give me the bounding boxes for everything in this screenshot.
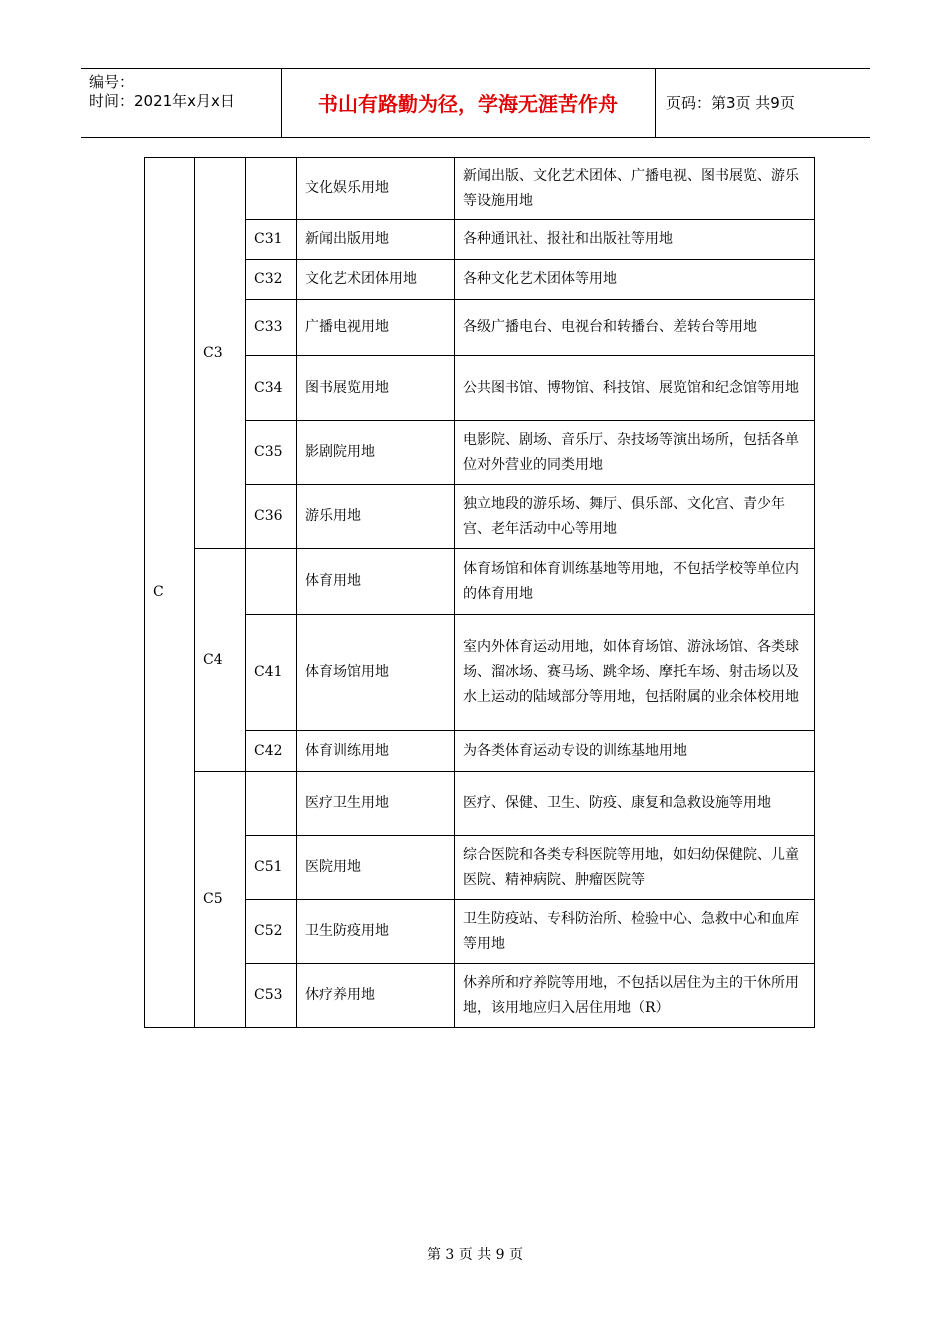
category-description-cell: 新闻出版、文化艺术团体、广播电视、图书展览、游乐等设施用地 xyxy=(455,158,815,220)
category-description-cell: 综合医院和各类专科医院等用地，如妇幼保健院、儿童医院、精神病院、肿瘤医院等 xyxy=(455,836,815,900)
table-row xyxy=(145,772,815,836)
table-row xyxy=(145,421,815,485)
category-name-cell: 游乐用地 xyxy=(297,485,455,549)
category-name-cell: 体育训练用地 xyxy=(297,731,455,772)
table-row xyxy=(145,615,815,731)
mid-code-cell: C5 xyxy=(195,772,246,1028)
sub-code-cell: C42 xyxy=(246,731,297,772)
table-row xyxy=(145,356,815,421)
category-name-cell: 卫生防疫用地 xyxy=(297,900,455,964)
header-meta-cell xyxy=(81,69,282,137)
table-row xyxy=(145,260,815,300)
table-row xyxy=(145,964,815,1028)
category-description-cell: 电影院、剧场、音乐厅、杂技场等演出场所，包括各单位对外营业的同类用地 xyxy=(455,421,815,485)
header-page-cell xyxy=(656,69,870,137)
sub-code-cell: C32 xyxy=(246,260,297,300)
sub-code-cell: C41 xyxy=(246,615,297,731)
category-description-cell: 体育场馆和体育训练基地等用地，不包括学校等单位内的体育用地 xyxy=(455,549,815,615)
category-name-cell: 文化艺术团体用地 xyxy=(297,260,455,300)
category-name-cell: 休疗养用地 xyxy=(297,964,455,1028)
sub-code-cell: C53 xyxy=(246,964,297,1028)
page-header xyxy=(81,68,870,138)
category-name-cell: 文化娱乐用地 xyxy=(297,158,455,220)
sub-code-cell: C51 xyxy=(246,836,297,900)
mid-code-cell: C4 xyxy=(195,549,246,772)
table-row xyxy=(145,549,815,615)
table-row xyxy=(145,300,815,356)
header-motto-cell xyxy=(281,69,656,137)
table-row xyxy=(145,900,815,964)
table-row xyxy=(145,220,815,260)
sub-code-cell: C36 xyxy=(246,485,297,549)
category-description-cell: 为各类体育运动专设的训练基地用地 xyxy=(455,731,815,772)
category-description-cell: 室内外体育运动用地，如体育场馆、游泳场馆、各类球场、溜冰场、赛马场、跳伞场、摩托车场、射击场以及水上运动的陆域部分等用地，包括附属的业余体校用地 xyxy=(455,615,815,731)
sub-code-cell: C34 xyxy=(246,356,297,421)
category-description-cell: 各级广播电台、电视台和转播台、差转台等用地 xyxy=(455,300,815,356)
category-description-cell: 公共图书馆、博物馆、科技馆、展览馆和纪念馆等用地 xyxy=(455,356,815,421)
sub-code-cell: C33 xyxy=(246,300,297,356)
land-use-table xyxy=(144,157,815,1028)
motto: 书山有路勤为径，学海无涯苦作舟 xyxy=(318,92,618,116)
category-name-cell: 图书展览用地 xyxy=(297,356,455,421)
category-description-cell: 卫生防疫站、专科防治所、检验中心、急救中心和血库等用地 xyxy=(455,900,815,964)
page-footer: 第 3 页 共 9 页 xyxy=(426,1247,524,1263)
category-name-cell: 体育场馆用地 xyxy=(297,615,455,731)
category-description-cell: 医疗、保健、卫生、防疫、康复和急救设施等用地 xyxy=(455,772,815,836)
category-name-cell: 体育用地 xyxy=(297,549,455,615)
table-row xyxy=(145,836,815,900)
table-row xyxy=(145,731,815,772)
category-name-cell: 广播电视用地 xyxy=(297,300,455,356)
category-name-cell: 新闻出版用地 xyxy=(297,220,455,260)
major-code-cell: C xyxy=(145,158,195,1028)
table-row xyxy=(145,158,815,220)
sub-code-cell xyxy=(246,549,297,615)
category-description-cell: 独立地段的游乐场、舞厅、俱乐部、文化宫、青少年宫、老年活动中心等用地 xyxy=(455,485,815,549)
serial-label: 编号： xyxy=(89,73,135,91)
category-name-cell: 医疗卫生用地 xyxy=(297,772,455,836)
sub-code-cell: C52 xyxy=(246,900,297,964)
sub-code-cell: C35 xyxy=(246,421,297,485)
date-label: 时间：2021年x月x日 xyxy=(89,92,235,110)
land-use-table-body xyxy=(145,158,815,1028)
sub-code-cell: C31 xyxy=(246,220,297,260)
table-row xyxy=(145,485,815,549)
category-name-cell: 影剧院用地 xyxy=(297,421,455,485)
category-description-cell: 休养所和疗养院等用地，不包括以居住为主的干休所用地，该用地应归入居住用地（R） xyxy=(455,964,815,1028)
sub-code-cell xyxy=(246,772,297,836)
category-description-cell: 各种通讯社、报社和出版社等用地 xyxy=(455,220,815,260)
category-name-cell: 医院用地 xyxy=(297,836,455,900)
mid-code-cell: C3 xyxy=(195,158,246,549)
category-description-cell: 各种文化艺术团体等用地 xyxy=(455,260,815,300)
sub-code-cell xyxy=(246,158,297,220)
page-info: 页码：第3页 共9页 xyxy=(666,94,795,112)
